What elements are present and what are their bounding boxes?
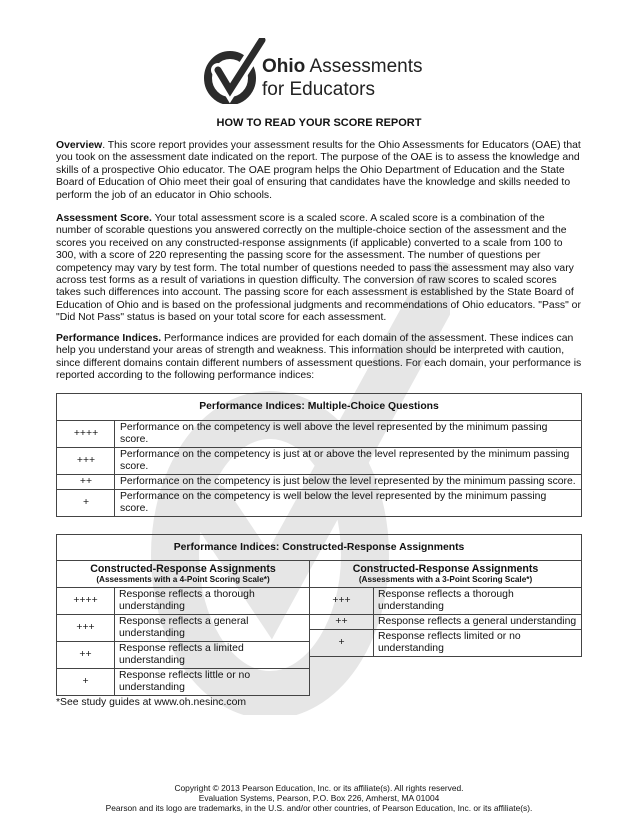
table-row: ++ Response reflects a general understanding (310, 615, 582, 630)
table-row: + Performance on the competency is well below the level represented by the minimum passing score. (57, 490, 582, 517)
mc-table-title: Performance Indices: Multiple-Choice Questions (57, 394, 582, 421)
table-row: +++ Performance on the competency is just at or above the level represented by the minimum passing score. (57, 448, 582, 475)
logo-text-line1: Ohio Assessments (262, 56, 423, 77)
table-row: + Response reflects little or no understanding (57, 669, 310, 696)
cr-left-heading: Constructed-Response Assignments (90, 563, 276, 575)
table-row: ++ Response reflects a limited understanding (57, 642, 310, 669)
footer-trademark: Pearson and its logo are trademarks, in the U.S. and/or other countries, of Pearson Education, Inc. or its affiliate(s). (105, 803, 533, 814)
table-row: ++ Performance on the competency is just below the level represented by the minimum passing score. (57, 475, 582, 490)
table-row: ++++ Performance on the competency is well above the level represented by the minimum passing score. (57, 421, 582, 448)
table-row: ++++ Response reflects a thorough understanding (57, 588, 310, 615)
performance-indices-paragraph: Performance Indices. Performance indices are provided for each domain of the assessment. These indices can help you understand your areas of strength and weakness. This information should be interpreted with caution, since different domains contain different numbers of assessment questions. For each domain, your performance is reported according to the following performance indices: (56, 333, 582, 382)
cr-left-subheading: (Assessments with a 4-Point Scoring Scale*) (96, 575, 270, 584)
cr-right-heading: Constructed-Response Assignments (352, 563, 539, 575)
overview-paragraph: Overview. This score report provides your assessment results for the Ohio Assessments for Educators (OAE) that you took on the assessment date indicated on the report. The purpose of the OAE is to assess the knowledge and skills of a prospective Ohio educator. The OAE program helps the Ohio Department of Education and the State Board of Education of Ohio meet their goal of ensuring that candidates have the knowledge and skills needed to perform the job of an educator in Ohio schools. (56, 140, 581, 201)
page-footer (0, 783, 638, 814)
logo-text-line2: for Educators (262, 79, 375, 100)
table-row: +++ Response reflects a general understanding (57, 615, 310, 642)
footer-copyright: Copyright © 2013 Pearson Education, Inc. or its affiliate(s). All rights reserved. (174, 783, 464, 793)
assessment-score-paragraph: Assessment Score. Your total assessment score is a scaled score. A scaled score is a combination of the number of scorable questions you answered correctly on the multiple-choice section of the assessment and the scores you received on any constructed-response assignments (if applicable) converted to a scale from 100 to 300, with a score of 220 representing the passing score for the assessment. The number of questions per competency may vary by test form. The total number of questions needed to pass the assessment may also vary across test forms as a result of variations in question difficulty. The conversion of raw scores to scaled scores takes such differences into account. The passing score for each assessment is established by the State Board of Education of Ohio and is based on the professional judgments and recommendations of Ohio educators. "Pass" or "Did Not Pass" status is based on your total score for each assessment. (56, 213, 581, 324)
table-row: +++ Response reflects a thorough understanding (310, 588, 582, 615)
page-title: HOW TO READ YOUR SCORE REPORT (216, 117, 422, 129)
cr-table-title: Performance Indices: Constructed-Response Assignments (56, 534, 582, 561)
study-guide-note: *See study guides at www.oh.nesinc.com (56, 697, 247, 708)
mc-performance-table (56, 393, 582, 517)
footer-address: Evaluation Systems, Pearson, P.O. Box 226, Amherst, MA 01004 (198, 793, 440, 804)
cr-table-3-point (309, 560, 582, 657)
cr-table-4-point (56, 560, 310, 696)
table-row: + Response reflects limited or no understanding (310, 630, 582, 657)
cr-right-subheading: (Assessments with a 3-Point Scoring Scale*) (358, 575, 533, 584)
